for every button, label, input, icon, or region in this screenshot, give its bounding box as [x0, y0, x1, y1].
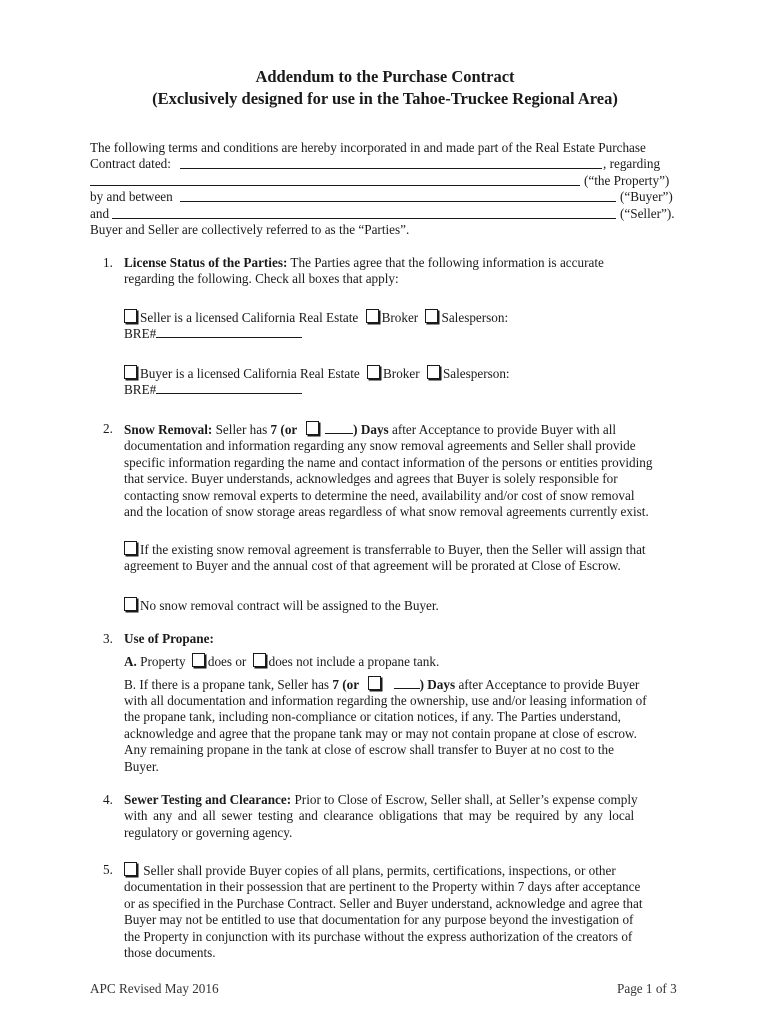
buyer-name-field[interactable] — [180, 201, 616, 202]
propane-a-row — [124, 653, 439, 670]
does-or-label: does or — [207, 654, 247, 669]
propane-does-not-checkbox[interactable] — [253, 653, 266, 667]
section-text: regulatory or governing agency. — [124, 825, 293, 840]
buyer-licensed-checkbox[interactable] — [124, 365, 137, 379]
seller-salesperson-checkbox[interactable] — [425, 309, 438, 323]
salesperson-label: Salesperson: — [441, 310, 509, 325]
salesperson-label: Salesperson: — [442, 366, 510, 381]
snow-option-1 — [124, 541, 646, 558]
section-heading: License Status of the Parties: — [124, 255, 288, 270]
seller-name-field[interactable] — [112, 218, 616, 219]
regarding-label: , regarding — [603, 156, 661, 171]
section-text: Seller shall provide Buyer copies of all plans, permits, certifications, inspections, or other — [140, 863, 616, 878]
snow-days-checkbox[interactable] — [306, 421, 319, 435]
section-text: specific information regarding the name and contact information of the persons or entities providing — [124, 455, 653, 470]
seller-bre-field[interactable] — [156, 326, 302, 338]
seller-licensed-checkbox[interactable] — [124, 309, 137, 323]
property-label: Property — [136, 654, 186, 669]
buyer-license-row — [124, 365, 510, 382]
buyer-label: (“Buyer”) — [620, 189, 673, 204]
seller-broker-checkbox[interactable] — [366, 309, 379, 323]
propane-days-checkbox[interactable] — [368, 676, 381, 690]
section-heading: Use of Propane: — [124, 631, 214, 646]
section-text: Buyer may not be entitled to use that documentation for any purpose beyond the investigation of — [124, 912, 634, 927]
section-text: documentation in their possession that are pertinent to the Property within 7 days after acceptance — [124, 879, 641, 894]
buyer-bre-row — [124, 382, 302, 398]
snow-days-field[interactable] — [325, 422, 353, 434]
option-text: No snow removal contract will be assigned to the Buyer. — [140, 598, 439, 613]
section-text: Any remaining propane in the tank at close of escrow shall transfer to Buyer at no cost to the — [124, 742, 614, 757]
buyer-broker-checkbox[interactable] — [367, 365, 380, 379]
section-text: The Parties agree that the following information is accurate — [287, 255, 604, 270]
plans-permits-checkbox[interactable] — [124, 862, 137, 876]
section-1-line — [124, 255, 604, 271]
section-text: Seller has — [212, 422, 271, 437]
section-text: those documents. — [124, 945, 216, 960]
section-number: 1. — [103, 255, 113, 270]
section-text: or as specified in the Purchase Contract. Seller and Buyer understand, acknowledge and agree that — [124, 896, 643, 911]
section-heading: Snow Removal: — [124, 422, 213, 437]
section-2-first-line — [124, 421, 616, 438]
section-text: after Acceptance to provide Buyer with all — [388, 422, 617, 437]
seller-label: (“Seller”). — [620, 206, 675, 221]
days-label: ) Days — [353, 422, 389, 437]
propane-does-checkbox[interactable] — [192, 653, 205, 667]
days-seven-or: 7 (or — [270, 422, 298, 437]
bre-label: BRE# — [124, 326, 157, 341]
by-and-between-label: by and between — [90, 189, 173, 204]
footer-revision: APC Revised May 2016 — [90, 981, 219, 996]
does-not-label: does not include a propane tank. — [268, 654, 440, 669]
section-text: after Acceptance to provide Buyer — [455, 677, 640, 692]
buyer-salesperson-checkbox[interactable] — [427, 365, 440, 379]
document-subtitle: (Exclusively designed for use in the Tahoe-Truckee Regional Area) — [152, 89, 618, 108]
intro-line: The following terms and conditions are hereby incorporated in and made part of the Real Estate Purchase — [90, 140, 646, 155]
section-5-first-line — [124, 862, 616, 879]
section-text: documentation and information regarding any snow removal agreements and Seller shall provide — [124, 438, 636, 453]
section-text: B. If there is a propane tank, Seller has — [124, 677, 333, 692]
section-text: regarding the following. Check all boxes that apply: — [124, 271, 399, 286]
item-label: A. — [124, 654, 137, 669]
propane-days-field[interactable] — [394, 677, 420, 689]
page-number: Page 1 of 3 — [617, 981, 677, 996]
section-text: the Property in conjunction with its purchase without the express authorization of the creators of — [124, 929, 633, 944]
contract-date-field[interactable] — [180, 168, 602, 169]
section-text: the propane tank, including non-compliance or citation notices, if any. The Parties understand, — [124, 709, 621, 724]
section-text: contacting snow removal experts to determine the need, availability and/or cost of snow removal — [124, 488, 635, 503]
propane-b-first-line — [124, 676, 639, 693]
section-text: Prior to Close of Escrow, Seller shall, at Seller’s expense comply — [291, 792, 638, 807]
section-number: 3. — [103, 631, 113, 646]
section-number: 4. — [103, 792, 113, 807]
bre-label: BRE# — [124, 382, 157, 397]
option-text: agreement to Buyer and the annual cost of that agreement will be prorated at Close of Escrow. — [124, 558, 621, 573]
and-label: and — [90, 206, 110, 221]
seller-license-row — [124, 309, 508, 326]
buyer-licensed-label: Buyer is a licensed California Real Estate — [140, 366, 360, 381]
section-text: with any and all sewer testing and clearance obligations that may be required by any local — [124, 808, 635, 823]
snow-transfer-checkbox[interactable] — [124, 541, 137, 555]
section-4-first-line — [124, 792, 638, 808]
section-text: and the location of snow storage areas regardless of what snow removal agreements currently exist. — [124, 504, 649, 519]
section-text: Buyer. — [124, 759, 159, 774]
broker-label: Broker — [383, 366, 420, 381]
days-label: ) Days — [419, 677, 456, 692]
section-number: 5. — [103, 862, 113, 877]
option-text: If the existing snow removal agreement is transferrable to Buyer, then the Seller will assign that — [140, 542, 646, 557]
broker-label: Broker — [381, 310, 419, 325]
buyer-bre-field[interactable] — [156, 382, 302, 394]
contract-dated-label: Contract dated: — [90, 156, 171, 171]
snow-option-2 — [124, 597, 439, 614]
seller-bre-row — [124, 326, 302, 342]
section-number: 2. — [103, 421, 113, 436]
section-text: that service. Buyer understands, acknowledges and agrees that Buyer is solely responsible for — [124, 471, 618, 486]
days-seven-or: 7 (or — [332, 677, 360, 692]
document-title: Addendum to the Purchase Contract — [255, 67, 515, 86]
section-heading: Sewer Testing and Clearance: — [124, 792, 292, 807]
parties-definition: Buyer and Seller are collectively referred to as the “Parties”. — [90, 222, 410, 237]
section-text: with all documentation and information regarding the ownership, use and/or leasing information of — [124, 693, 647, 708]
property-field[interactable] — [90, 185, 580, 186]
the-property-label: (“the Property”) — [584, 173, 670, 188]
seller-licensed-label: Seller is a licensed California Real Estate — [140, 310, 359, 325]
no-snow-contract-checkbox[interactable] — [124, 597, 137, 611]
section-text: acknowledge and agree that the propane tank may or may not contain propane at close of escrow. — [124, 726, 637, 741]
